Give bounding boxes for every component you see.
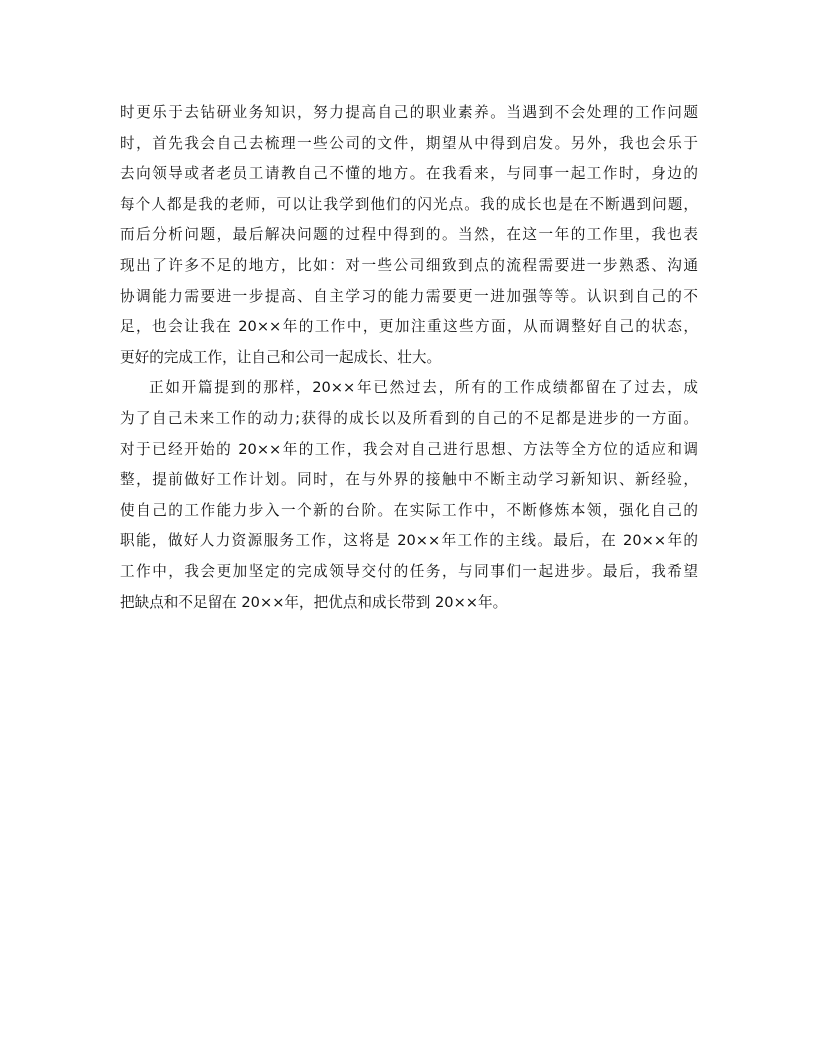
- paragraph-line: 足，也会让我在 20××年的工作中，更加注重这些方面，从而调整好自己的状态，: [120, 318, 698, 336]
- paragraph-line: 工作中，我会更加坚定的完成领导交付的任务，与同事们一起进步。最后，我希望: [120, 562, 698, 580]
- paragraph-line: 而后分析问题，最后解决问题的过程中得到的。当然，在这一年的工作里，我也表: [120, 226, 698, 244]
- paragraph-line: 时，首先我会自己去梳理一些公司的文件，期望从中得到启发。另外，我也会乐于: [120, 134, 698, 152]
- paragraph-line: 整，提前做好工作计划。同时，在与外界的接触中不断主动学习新知识、新经验，: [120, 471, 698, 489]
- paragraph-line: 现出了许多不足的地方，比如：对一些公司细致到点的流程需要进一步熟悉、沟通: [120, 256, 698, 274]
- paragraph-line: 为了自己未来工作的动力;获得的成长以及所看到的自己的不足都是进步的一方面。: [120, 409, 698, 427]
- paragraph-line: 正如开篇提到的那样，20××年已然过去，所有的工作成绩都留在了过去，成: [149, 379, 698, 397]
- paragraph-line: 更好的完成工作，让自己和公司一起成长、壮大。: [120, 348, 442, 366]
- paragraph-line: 每个人都是我的老师，可以让我学到他们的闪光点。我的成长也是在不断遇到问题，: [120, 195, 698, 213]
- paragraph-1: [120, 98, 698, 373]
- paragraph-line: 职能，做好人力资源服务工作，这将是 20××年工作的主线。最后，在 20××年的: [120, 532, 698, 550]
- paragraph-line: 时更乐于去钻研业务知识，努力提高自己的职业素养。当遇到不会处理的工作问题: [120, 104, 698, 121]
- paragraph-line: 去向领导或者老员工请教自己不懂的地方。在我看来，与同事一起工作时，身边的: [120, 165, 698, 183]
- paragraph-line: 把缺点和不足留在 20××年，把优点和成长带到 20××年。: [120, 593, 508, 611]
- paragraph-2: [120, 373, 698, 618]
- paragraph-line: 协调能力需要进一步提高、自主学习的能力需要更一进加强等等。认识到自己的不: [120, 287, 698, 305]
- paragraph-line: 使自己的工作能力步入一个新的台阶。在实际工作中，不断修炼本领，强化自己的: [120, 501, 698, 519]
- document-body: [120, 98, 698, 618]
- paragraph-line: 对于已经开始的 20××年的工作，我会对自己进行思想、方法等全方位的适应和调: [120, 440, 698, 458]
